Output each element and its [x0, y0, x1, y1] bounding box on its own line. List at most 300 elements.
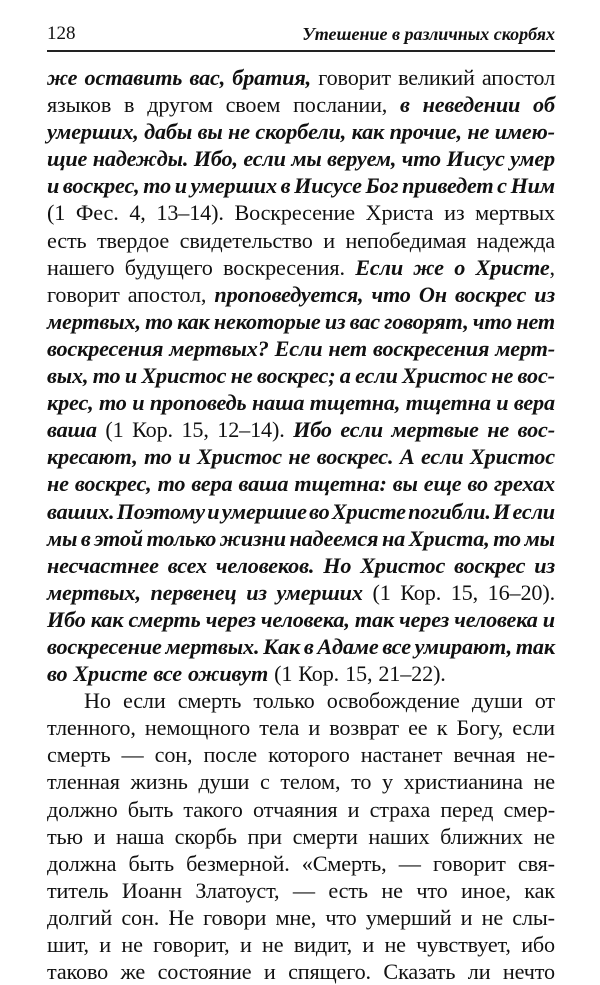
- word: [437, 714, 448, 741]
- regular-text: что: [325, 904, 357, 930]
- italic-text: вы: [197, 119, 223, 145]
- word: [398, 64, 475, 91]
- word: [514, 389, 555, 416]
- word: [47, 498, 114, 525]
- regular-text: языков: [47, 92, 112, 118]
- word: [232, 64, 311, 91]
- word: [382, 525, 405, 552]
- italic-text: тщетна,: [309, 390, 401, 416]
- word: [399, 606, 449, 633]
- regular-text: перед: [440, 796, 494, 822]
- regular-text: нашего: [47, 254, 115, 280]
- text-line: [47, 498, 555, 525]
- italic-text: то: [157, 471, 186, 497]
- word: [47, 145, 87, 172]
- regular-text: воскресения.: [223, 254, 345, 280]
- word: [131, 768, 188, 795]
- word: [261, 606, 350, 633]
- regular-text: Воскресение: [234, 200, 355, 226]
- regular-text: и: [347, 796, 360, 822]
- word: [81, 525, 91, 552]
- running-title: Утешение в различных скорбях: [302, 24, 555, 44]
- word: [94, 525, 143, 552]
- word: [188, 660, 268, 687]
- word: [402, 172, 493, 199]
- italic-text: мы: [291, 146, 322, 172]
- regular-text: чувствует,: [416, 932, 511, 957]
- italic-text: воскресения: [372, 335, 490, 361]
- italic-text: во: [467, 471, 488, 497]
- regular-text: души: [471, 688, 523, 714]
- italic-text: неведении: [422, 92, 521, 118]
- italic-text: проповедуется,: [214, 281, 364, 307]
- word: [234, 199, 354, 226]
- word: [355, 362, 398, 389]
- word: [340, 416, 383, 443]
- italic-text: скорбели,: [255, 119, 347, 145]
- italic-text: вос-: [517, 417, 555, 443]
- word: [145, 714, 250, 741]
- text-line: [47, 579, 555, 606]
- regular-text: жизнь: [130, 769, 188, 795]
- word: [457, 714, 504, 741]
- word: [384, 308, 468, 335]
- word: [207, 498, 219, 525]
- italic-text: Как: [263, 633, 301, 659]
- word: [348, 796, 360, 823]
- word: [293, 416, 332, 443]
- word: [206, 606, 256, 633]
- italic-text: несчастнее: [47, 552, 159, 578]
- word: [105, 416, 123, 443]
- regular-text: будущего: [124, 254, 213, 280]
- word: [382, 768, 393, 795]
- italic-text: воскрес;: [256, 363, 336, 389]
- word: [47, 416, 97, 443]
- word: [132, 416, 173, 443]
- regular-text: ,: [549, 254, 555, 280]
- word: [277, 579, 363, 606]
- italic-text: веруем,: [327, 146, 397, 172]
- regular-text: должна: [47, 850, 117, 876]
- italic-text: если: [243, 146, 286, 172]
- regular-text: —: [292, 877, 315, 903]
- regular-text: смерть: [47, 742, 111, 768]
- regular-text: —: [121, 742, 144, 768]
- word: [255, 118, 346, 145]
- italic-text: же: [413, 254, 444, 280]
- word: [47, 633, 162, 660]
- regular-text: не: [384, 932, 406, 957]
- italic-text: то: [143, 173, 172, 199]
- regular-text: своем: [225, 92, 281, 118]
- word: [317, 443, 394, 470]
- word: [123, 687, 166, 714]
- italic-text: из: [246, 579, 267, 605]
- word: [291, 145, 321, 172]
- word: [93, 362, 121, 389]
- regular-text: Христа: [365, 200, 434, 226]
- italic-text: и: [542, 606, 555, 632]
- word: [178, 687, 241, 714]
- regular-text: если: [512, 715, 555, 741]
- regular-text: долгий: [47, 904, 113, 930]
- italic-text: вас: [349, 308, 380, 334]
- regular-text: Богу,: [456, 715, 504, 741]
- word: [243, 145, 286, 172]
- regular-text: титель: [47, 877, 109, 903]
- word: [329, 714, 399, 741]
- word: [165, 633, 259, 660]
- italic-text: приведет: [402, 173, 494, 199]
- regular-text: умерший: [365, 904, 452, 930]
- word: [288, 443, 310, 470]
- word: [223, 254, 345, 281]
- word: [372, 579, 390, 606]
- regular-text: немощного: [144, 715, 251, 741]
- word: [47, 904, 112, 931]
- italic-text: смерть: [128, 606, 201, 632]
- word: [288, 958, 371, 985]
- word: [525, 525, 555, 552]
- regular-text: не: [262, 932, 284, 957]
- italic-text: во: [47, 661, 68, 687]
- regular-text: послании,: [293, 92, 388, 118]
- regular-text: твердое: [96, 227, 170, 253]
- word: [128, 281, 207, 308]
- regular-text: ее: [408, 715, 428, 741]
- word: [97, 227, 169, 254]
- word: [275, 335, 323, 362]
- regular-text: не: [533, 823, 555, 849]
- word: [512, 714, 555, 741]
- word: [404, 768, 523, 795]
- word: [477, 227, 555, 254]
- regular-text: и: [93, 823, 106, 849]
- italic-text: и: [207, 498, 220, 524]
- italic-text: оживут: [187, 661, 269, 687]
- word: [294, 172, 362, 199]
- regular-text: тленного,: [47, 715, 136, 741]
- word: [47, 579, 141, 606]
- regular-text: 21–22).: [378, 661, 446, 687]
- word: [454, 606, 538, 633]
- italic-text: этой: [94, 525, 143, 551]
- italic-text: в: [280, 173, 291, 199]
- italic-text: то: [145, 308, 173, 334]
- regular-text: говори: [203, 904, 267, 930]
- word: [144, 443, 172, 470]
- text-line: [47, 254, 555, 281]
- word: [317, 633, 378, 660]
- word: [487, 416, 509, 443]
- word: [214, 308, 321, 335]
- word: [93, 145, 189, 172]
- italic-text: не: [487, 417, 510, 443]
- regular-text: и: [460, 904, 473, 930]
- word: [516, 308, 555, 335]
- word: [175, 823, 237, 850]
- italic-text: мертвых?: [169, 335, 269, 361]
- text-line: [47, 416, 555, 443]
- italic-text: ваших.: [47, 498, 115, 524]
- word: [543, 606, 555, 633]
- regular-text: и: [308, 715, 321, 741]
- word: [511, 172, 555, 199]
- italic-text: Христе: [331, 498, 406, 524]
- regular-text: Но: [84, 688, 111, 714]
- regular-text: быть: [128, 850, 174, 876]
- italic-text: в: [80, 525, 91, 551]
- word: [203, 904, 266, 931]
- word: [325, 308, 346, 335]
- italic-text: воскресения: [47, 335, 164, 361]
- regular-text: если: [122, 688, 166, 714]
- italic-text: если: [512, 498, 555, 524]
- word: [257, 362, 336, 389]
- word: [280, 768, 340, 795]
- word: [129, 850, 174, 877]
- regular-text: и: [323, 227, 335, 253]
- italic-text: прочие,: [389, 119, 462, 145]
- word: [47, 768, 120, 795]
- word: [252, 389, 304, 416]
- word: [406, 389, 491, 416]
- regular-text: (1: [47, 200, 66, 226]
- word: [366, 199, 434, 226]
- regular-text: же: [120, 959, 146, 985]
- regular-text: —: [398, 850, 421, 876]
- word: [47, 443, 138, 470]
- italic-text: из: [324, 308, 346, 334]
- italic-text: первенец: [150, 579, 237, 605]
- regular-text: мне,: [275, 904, 317, 930]
- word: [475, 199, 555, 226]
- word: [351, 768, 371, 795]
- word: [121, 958, 146, 985]
- regular-text: Фес.: [75, 200, 119, 226]
- word: [76, 199, 119, 226]
- italic-text: оставить: [84, 65, 183, 90]
- regular-text: Иоанн: [121, 877, 182, 903]
- regular-text: сон.: [121, 904, 160, 930]
- italic-text: человека: [454, 606, 538, 632]
- word: [116, 823, 164, 850]
- word: [180, 227, 313, 254]
- regular-text: ли: [467, 959, 491, 985]
- word: [47, 118, 139, 145]
- word: [197, 443, 282, 470]
- word: [248, 823, 282, 850]
- word: [128, 606, 200, 633]
- text-line: [47, 823, 555, 850]
- word: [446, 145, 504, 172]
- regular-text: слы-: [512, 904, 555, 930]
- word: [158, 470, 186, 497]
- word: [132, 389, 144, 416]
- word: [158, 958, 252, 985]
- italic-text: что: [401, 146, 441, 172]
- word: [155, 741, 193, 768]
- word: [323, 552, 351, 579]
- italic-text: братия,: [232, 65, 312, 90]
- italic-text: погибли.: [408, 498, 491, 524]
- word: [91, 606, 124, 633]
- regular-text: 16–20).: [487, 579, 555, 605]
- text-line: [47, 877, 555, 904]
- text-line: [47, 741, 555, 768]
- word: [47, 552, 159, 579]
- italic-text: воскрес.: [316, 444, 394, 470]
- word: [421, 443, 464, 470]
- word: [454, 552, 525, 579]
- word: [47, 714, 136, 741]
- word: [433, 850, 506, 877]
- italic-text: человеков.: [215, 552, 315, 578]
- word: [535, 687, 555, 714]
- italic-text: на: [381, 525, 406, 551]
- regular-text: наших: [368, 823, 430, 849]
- italic-text: как: [177, 308, 210, 334]
- italic-text: нет: [328, 335, 368, 361]
- text-line: [47, 335, 555, 362]
- regular-text: 15,: [345, 661, 373, 687]
- regular-text: то: [351, 769, 372, 795]
- italic-text: если: [355, 363, 398, 389]
- regular-text: нечто: [502, 959, 555, 985]
- regular-text: и: [239, 932, 252, 957]
- regular-text: наша: [115, 823, 165, 849]
- word: [355, 254, 403, 281]
- word: [327, 687, 460, 714]
- regular-text: (1: [105, 417, 124, 443]
- word: [416, 931, 511, 958]
- italic-text: не: [47, 471, 69, 497]
- word: [147, 525, 217, 552]
- italic-text: ваша: [238, 471, 289, 497]
- text-line: [47, 552, 555, 579]
- italic-text: Он: [418, 281, 447, 307]
- italic-text: умерших: [190, 173, 277, 199]
- word: [47, 741, 110, 768]
- italic-text: Но: [323, 552, 352, 578]
- regular-text: не-: [526, 742, 555, 768]
- word: [216, 552, 314, 579]
- italic-text: мертвых.: [165, 633, 260, 659]
- word: [47, 823, 83, 850]
- word: [476, 254, 555, 281]
- word: [328, 335, 367, 362]
- word: [298, 660, 339, 687]
- regular-text: апостол: [481, 65, 555, 90]
- word: [125, 254, 213, 281]
- word: [512, 498, 555, 525]
- italic-text: щие: [47, 146, 88, 172]
- italic-text: Иисусе: [294, 173, 362, 199]
- italic-text: же: [47, 65, 78, 90]
- italic-text: говорят,: [384, 308, 469, 334]
- regular-text: говорит,: [153, 932, 230, 957]
- italic-text: нет: [516, 308, 555, 334]
- word: [144, 118, 192, 145]
- word: [175, 172, 187, 199]
- regular-text: говорит: [318, 65, 391, 90]
- regular-text: после: [203, 742, 257, 768]
- word: [400, 579, 441, 606]
- italic-text: человека,: [260, 606, 350, 632]
- italic-text: как: [351, 119, 385, 145]
- word: [47, 308, 141, 335]
- word: [169, 335, 268, 362]
- regular-text: спящего.: [288, 959, 371, 985]
- word: [440, 796, 493, 823]
- word: [226, 91, 281, 118]
- word: [383, 958, 455, 985]
- word: [518, 362, 555, 389]
- italic-text: не: [288, 444, 311, 470]
- word: [521, 931, 555, 958]
- word: [393, 470, 418, 497]
- text-line: [47, 227, 555, 254]
- italic-text: умирают,: [414, 633, 513, 659]
- text-line: [47, 931, 555, 958]
- word: [308, 714, 320, 741]
- word: [402, 362, 487, 389]
- word: [194, 145, 238, 172]
- word: [293, 823, 358, 850]
- word: [309, 498, 329, 525]
- word: [84, 687, 111, 714]
- italic-text: умерших: [276, 579, 363, 605]
- regular-text: что: [416, 877, 448, 903]
- regular-text: телом,: [280, 769, 341, 795]
- regular-text: христианина: [403, 769, 523, 795]
- word: [239, 470, 289, 497]
- word: [413, 254, 443, 281]
- italic-text: в: [303, 633, 314, 659]
- word: [274, 660, 292, 687]
- word: [47, 64, 77, 91]
- word: [327, 145, 396, 172]
- italic-text: Ним: [510, 173, 555, 199]
- word: [228, 118, 250, 145]
- italic-text: воскрес,: [62, 173, 140, 199]
- word: [47, 227, 86, 254]
- regular-text: таково: [47, 959, 109, 985]
- italic-text: Христос: [360, 552, 446, 578]
- running-header: [47, 22, 555, 52]
- word: [263, 633, 300, 660]
- italic-text: мерт-: [495, 335, 555, 361]
- italic-text: через: [205, 606, 256, 632]
- regular-text: тью: [47, 823, 83, 849]
- text-line: [47, 768, 555, 795]
- text-line: [47, 199, 555, 226]
- regular-text: Не: [168, 904, 194, 930]
- italic-text: так: [354, 606, 394, 632]
- word: [455, 281, 526, 308]
- text-line: [47, 796, 555, 823]
- italic-text: Христа,: [408, 525, 490, 551]
- italic-text: некоторые: [213, 308, 321, 334]
- italic-text: и: [496, 390, 509, 416]
- regular-text: есть: [47, 227, 87, 253]
- regular-text: видит,: [293, 932, 352, 957]
- regular-text: 13–14).: [156, 200, 224, 226]
- word: [302, 850, 387, 877]
- word: [253, 687, 314, 714]
- word: [400, 443, 415, 470]
